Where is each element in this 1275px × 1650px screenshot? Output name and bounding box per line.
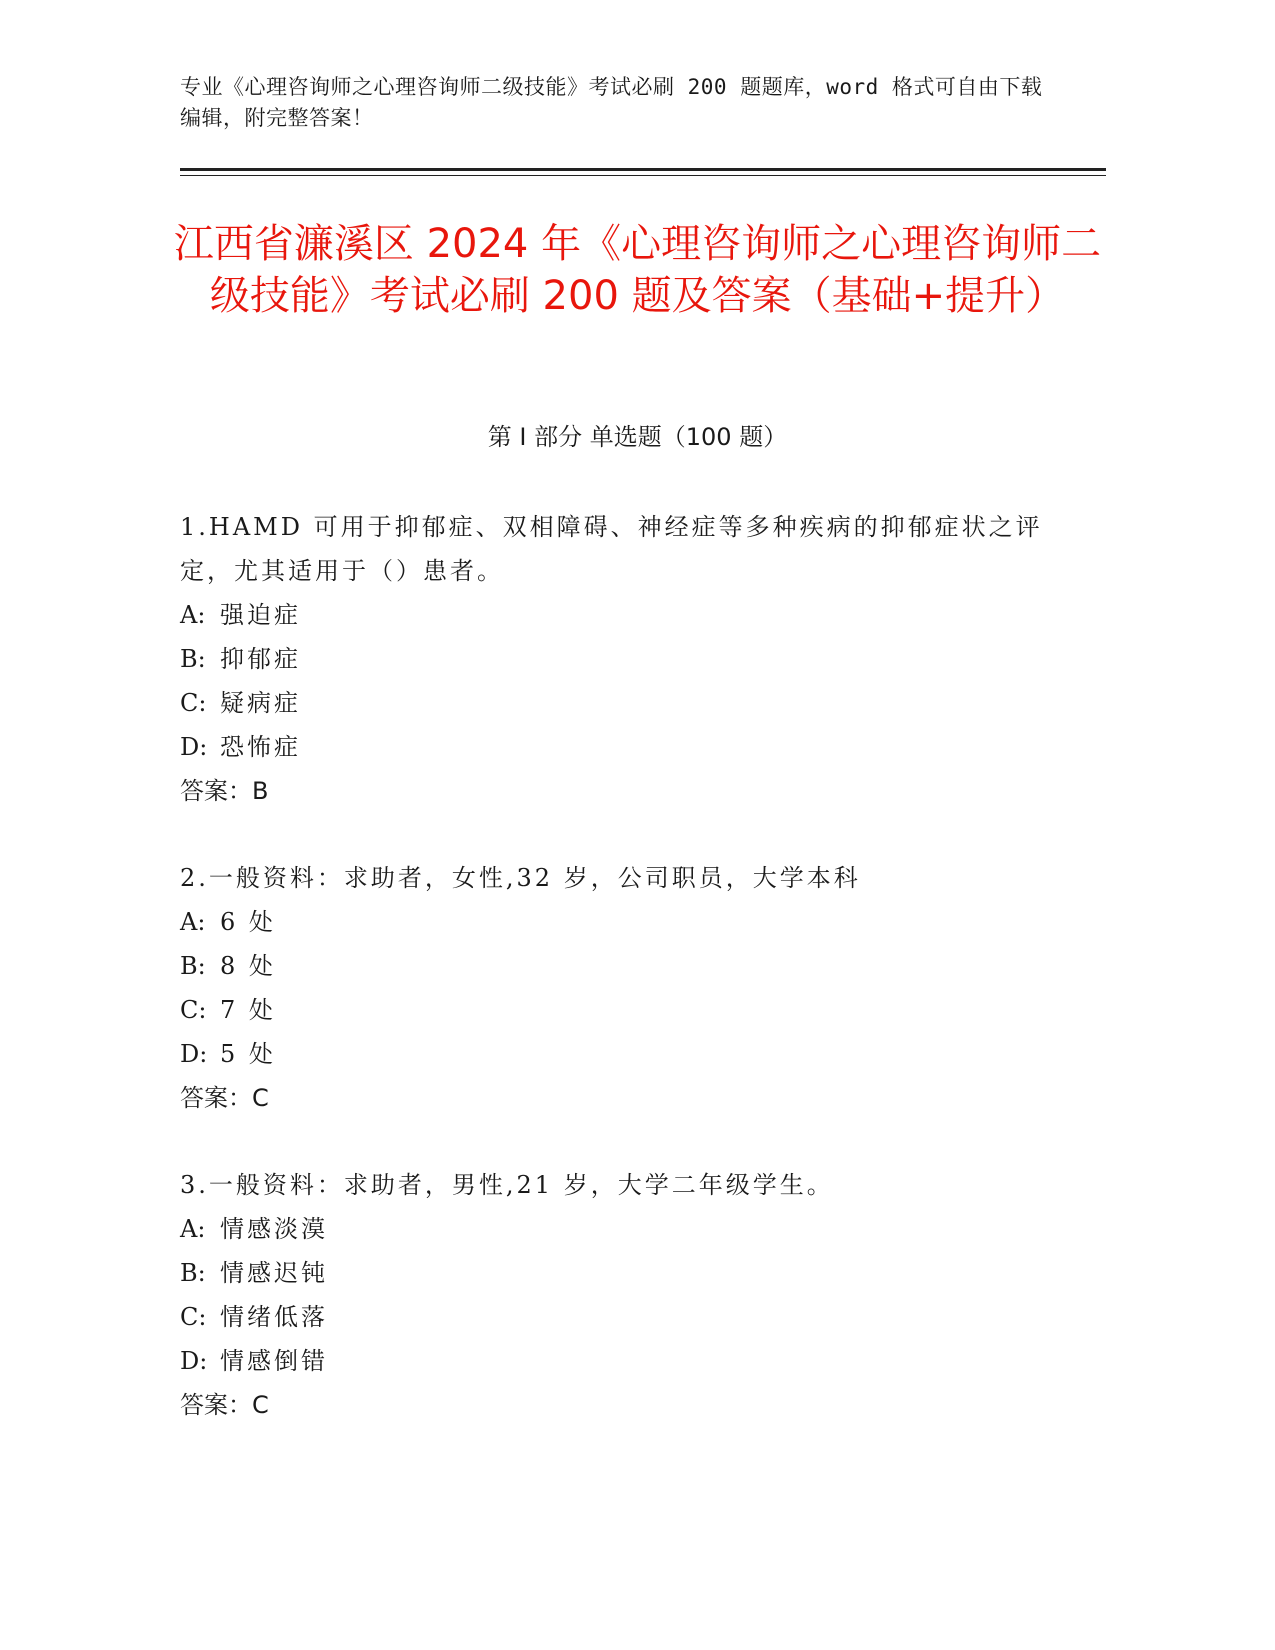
option-key: C: — [180, 996, 207, 1024]
option-a — [180, 1207, 1060, 1251]
option-key: C: — [180, 1303, 207, 1331]
option-key: D: — [180, 1347, 208, 1375]
option-text: 5 处 — [220, 1040, 276, 1068]
question-item — [180, 505, 1060, 813]
option-key: D: — [180, 733, 208, 761]
option-c — [180, 1295, 1060, 1339]
option-key: B: — [180, 645, 206, 673]
question-item — [180, 1163, 1060, 1427]
option-text: 情感倒错 — [220, 1347, 328, 1375]
option-text: 情感淡漠 — [220, 1215, 328, 1243]
option-text: 疑病症 — [220, 689, 301, 717]
option-text: 情感迟钝 — [220, 1259, 328, 1287]
option-d — [180, 725, 1060, 769]
option-text: 6 处 — [220, 908, 276, 936]
header-rule-thin — [180, 175, 1106, 176]
question-stem: 3.一般资料：求助者，男性,21 岁，大学二年级学生。 — [180, 1171, 834, 1199]
header-note: 专业《心理咨询师之心理咨询师二级技能》考试必刷 200 题题库，word 格式可自由下载编辑，附完整答案！ — [180, 75, 1043, 130]
option-key: D: — [180, 1040, 208, 1068]
option-d — [180, 1339, 1060, 1383]
header-rule-thick — [180, 168, 1106, 171]
question-item — [180, 856, 1060, 1120]
option-key: B: — [180, 952, 206, 980]
question-list — [180, 505, 1060, 1470]
option-key: B: — [180, 1259, 206, 1287]
option-key: C: — [180, 689, 207, 717]
option-text: 强迫症 — [220, 601, 301, 629]
option-text: 抑郁症 — [220, 645, 301, 673]
option-b — [180, 944, 1060, 988]
answer-line: 答案：B — [180, 777, 269, 805]
section-title: 第 I 部分 单选题（100 题） — [487, 423, 788, 451]
option-text: 8 处 — [220, 952, 276, 980]
option-key: A: — [180, 1215, 206, 1243]
option-a — [180, 900, 1060, 944]
document-title: 江西省濂溪区 2024 年《心理咨询师之心理咨询师二级技能》考试必刷 200 题及答案（基础+提升） — [173, 221, 1102, 319]
option-text: 恐怖症 — [220, 733, 301, 761]
answer-line: 答案：C — [180, 1391, 269, 1419]
option-c — [180, 988, 1060, 1032]
option-text: 情绪低落 — [220, 1303, 328, 1331]
option-key: A: — [180, 601, 206, 629]
question-stem: 1.HAMD 可用于抑郁症、双相障碍、神经症等多种疾病的抑郁症状之评定，尤其适用于（）患者。 — [180, 513, 1043, 585]
option-a — [180, 593, 1060, 637]
option-d — [180, 1032, 1060, 1076]
option-key: A: — [180, 908, 206, 936]
answer-line: 答案：C — [180, 1084, 269, 1112]
option-b — [180, 1251, 1060, 1295]
option-c — [180, 681, 1060, 725]
option-text: 7 处 — [220, 996, 276, 1024]
option-b — [180, 637, 1060, 681]
question-stem: 2.一般资料：求助者，女性,32 岁，公司职员，大学本科 — [180, 864, 861, 892]
